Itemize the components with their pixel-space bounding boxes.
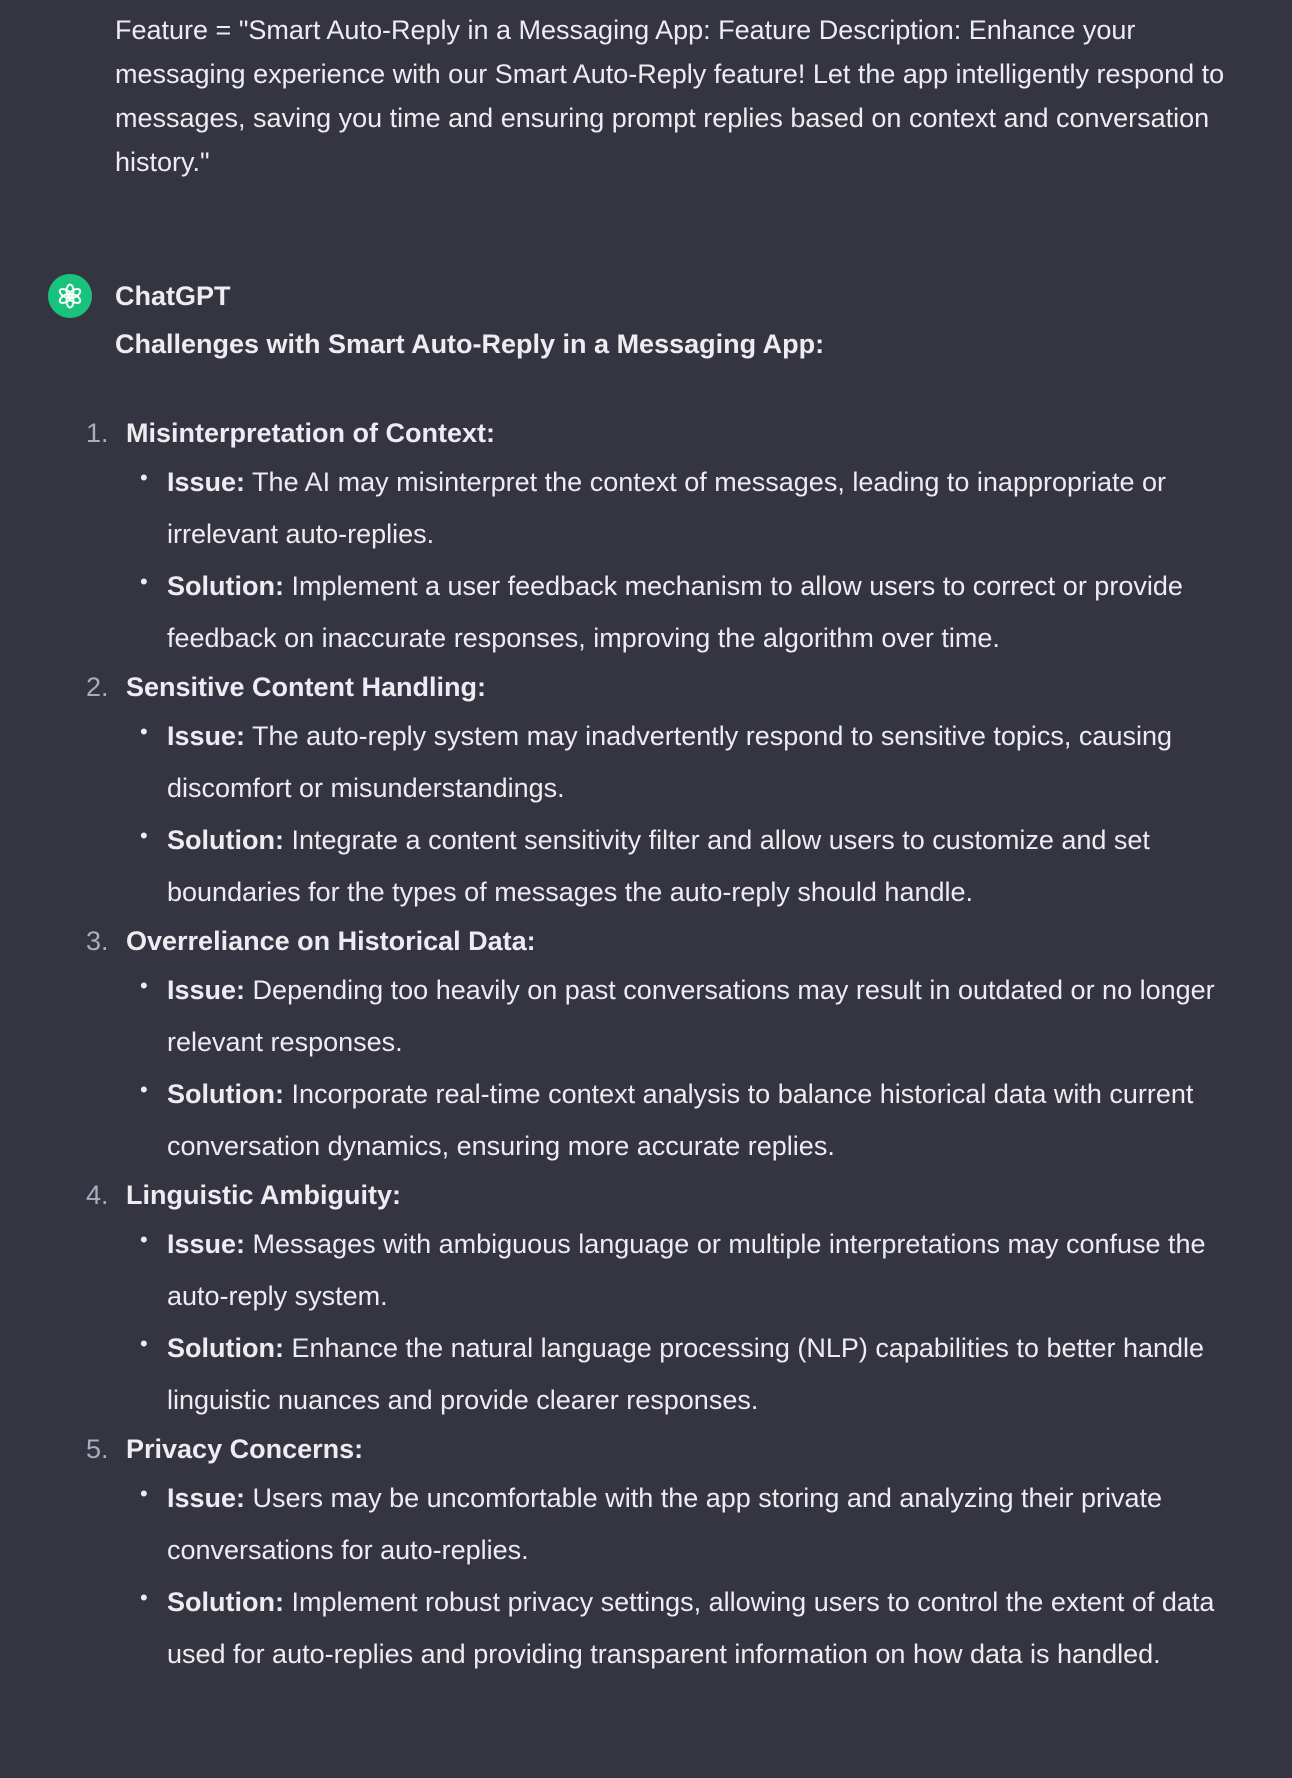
challenge-item [0, 1426, 1292, 1680]
solution-label: Solution: [167, 1587, 284, 1617]
bullet-icon: • [140, 823, 148, 848]
list-number: 1. [86, 418, 109, 448]
issue-text: Messages with ambiguous language or multiple interpretations may confuse the auto-reply system. [167, 1229, 1206, 1311]
issue-bullet [0, 710, 1292, 814]
challenge-title: Privacy Concerns: [126, 1434, 364, 1464]
challenge-item [0, 918, 1292, 1172]
challenge-title: Sensitive Content Handling: [126, 672, 487, 702]
assistant-avatar [48, 274, 92, 318]
list-number: 3. [86, 926, 109, 956]
solution-bullet [0, 1576, 1292, 1680]
issue-text: The AI may misinterpret the context of messages, leading to inappropriate or irrelevant auto-replies. [167, 467, 1167, 549]
bullet-icon: • [140, 1077, 148, 1102]
challenge-title: Linguistic Ambiguity: [126, 1180, 401, 1210]
bullet-icon: • [140, 719, 148, 744]
list-number: 5. [86, 1434, 109, 1464]
issue-text: Users may be uncomfortable with the app storing and analyzing their private conversations for auto-replies. [167, 1483, 1163, 1565]
challenge-item [0, 1172, 1292, 1426]
solution-label: Solution: [167, 571, 284, 601]
solution-label: Solution: [167, 825, 284, 855]
solution-bullet [0, 1322, 1292, 1426]
solution-label: Solution: [167, 1079, 284, 1109]
solution-text: Implement a user feedback mechanism to allow users to correct or provide feedback on inaccurate responses, improving the algorithm over time. [167, 571, 1183, 653]
issue-label: Issue: [167, 467, 246, 497]
bullet-icon: • [140, 1481, 148, 1506]
response-title: Challenges with Smart Auto-Reply in a Messaging App: [115, 329, 825, 359]
solution-bullet [0, 560, 1292, 664]
issue-bullet [0, 456, 1292, 560]
solution-text: Integrate a content sensitivity filter and allow users to customize and set boundaries for the types of messages the auto-reply should handle. [167, 825, 1150, 907]
issue-label: Issue: [167, 1229, 246, 1259]
issue-label: Issue: [167, 721, 246, 751]
bullet-icon: • [140, 1227, 148, 1252]
bullet-icon: • [140, 465, 148, 490]
challenge-title: Misinterpretation of Context: [126, 418, 495, 448]
user-message: Feature = "Smart Auto-Reply in a Messaging App: Feature Description: Enhance your messaging experience with our Smart Auto-Reply feature! Let the app intelligently respond to messages, saving you time and ensuring prompt replies based on context and conversation history." [115, 15, 1225, 177]
issue-text: The auto-reply system may inadvertently respond to sensitive topics, causing discomfort or misunderstandings. [167, 721, 1172, 803]
solution-text: Implement robust privacy settings, allowing users to control the extent of data used for auto-replies and providing transparent information on how data is handled. [167, 1587, 1215, 1669]
solution-text: Incorporate real-time context analysis to balance historical data with current conversation dynamics, ensuring more accurate replies. [167, 1079, 1194, 1161]
challenge-title: Overreliance on Historical Data: [126, 926, 536, 956]
challenge-item [0, 664, 1292, 918]
solution-bullet [0, 814, 1292, 918]
bullet-icon: • [140, 1331, 148, 1356]
assistant-name: ChatGPT [115, 281, 231, 311]
challenge-list [0, 410, 1292, 1680]
issue-bullet [0, 964, 1292, 1068]
issue-bullet [0, 1218, 1292, 1322]
solution-text: Enhance the natural language processing (NLP) capabilities to better handle linguistic nuances and provide clearer responses. [167, 1333, 1205, 1415]
challenge-item [0, 410, 1292, 664]
issue-label: Issue: [167, 975, 246, 1005]
bullet-icon: • [140, 1585, 148, 1610]
list-number: 2. [86, 672, 109, 702]
solution-label: Solution: [167, 1333, 284, 1363]
issue-label: Issue: [167, 1483, 246, 1513]
solution-bullet [0, 1068, 1292, 1172]
bullet-icon: • [140, 569, 148, 594]
issue-bullet [0, 1472, 1292, 1576]
list-number: 4. [86, 1180, 109, 1210]
openai-logo-icon [48, 274, 92, 318]
bullet-icon: • [140, 973, 148, 998]
issue-text: Depending too heavily on past conversations may result in outdated or no longer relevant responses. [167, 975, 1215, 1057]
